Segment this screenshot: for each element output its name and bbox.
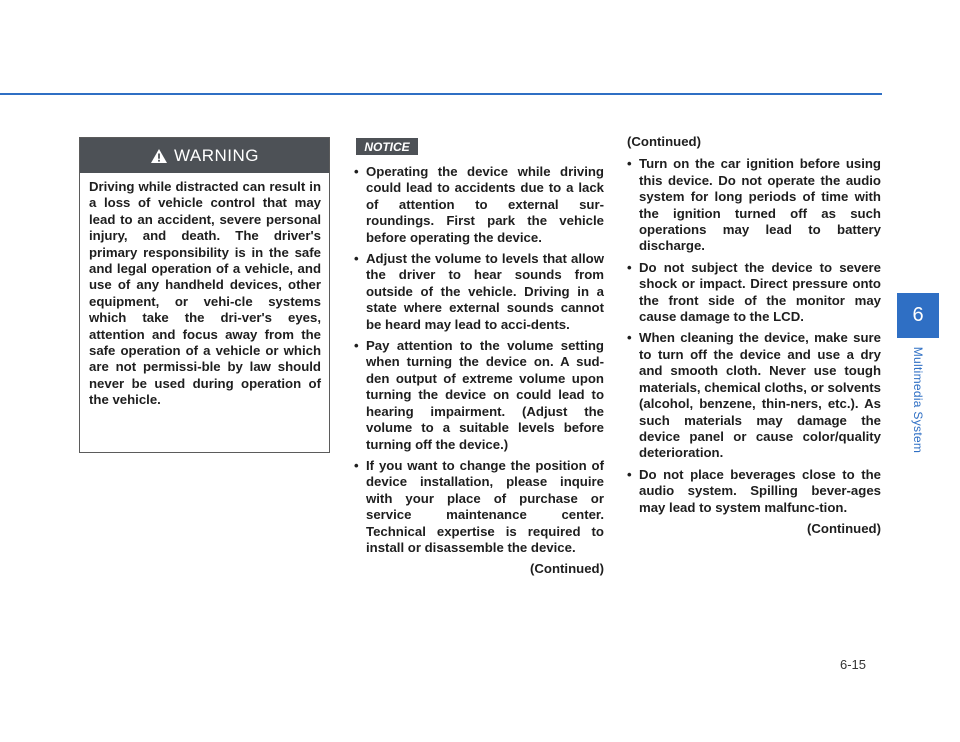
- notice-list-middle: [354, 164, 604, 556]
- page-number: 6-15: [840, 657, 867, 672]
- notice-badge: NOTICE: [356, 138, 418, 155]
- list-item: • If you want to change the position of device installation, please inquire with your place of purchase or service maintenance center. Technical expertise is required to install or disassemble the device.: [354, 458, 604, 556]
- continued-label: (Continued): [530, 561, 604, 577]
- list-item: • Adjust the volume to levels that allow the driver to hear sounds from outside of the vehicle. Driving in a state where external sounds cannot be heard may lead to acci-dents.: [354, 251, 604, 333]
- warning-header: [80, 138, 329, 173]
- continued-label: (Continued): [807, 520, 881, 536]
- list-item: • Turn on the car ignition before using this device. Do not operate the audio system for long periods of time with the ignition turned off as such operations may lead to battery discharge.: [627, 156, 881, 254]
- chapter-title: Multimedia System: [911, 346, 925, 454]
- list-item: • Do not place beverages close to the audio system. Spilling bever-ages may lead to system malfunc-tion.: [627, 467, 881, 516]
- warning-text: Driving while distracted can result in a loss of vehicle control that may lead to an accident, severe personal injury, and death. The driver's primary responsibility is in the safe and legal operation of a vehicle, and use of any handheld devices, other equipment, or vehi-cle systems which take the dri-ver's eyes, attention and focus away from the safe operation of a vehicle or which are not permissi-ble by law should never be used during operation of the vehicle.: [89, 179, 321, 408]
- warning-title: WARNING: [173, 145, 260, 165]
- list-item: • Operating the device while driving could lead to accidents due to a lack of attention to external sur-roundings. First park the vehicle before operating the device.: [354, 164, 604, 246]
- header-rule: [0, 93, 882, 95]
- warning-box: [79, 137, 330, 453]
- notice-list-right: [627, 156, 881, 516]
- list-item: • When cleaning the device, make sure to turn off the device and use a dry and smooth cloth. Never use tough materials, chemical cloths, or solvents (alcohol, benzene, thin-ners, etc.). As such materials may damage the device panel or cause color/quality deterioration.: [627, 330, 881, 461]
- list-item: • Do not subject the device to severe shock or impact. Direct pressure onto the front side of the monitor may cause damage to the LCD.: [627, 260, 881, 326]
- chapter-tab: 6: [897, 293, 939, 338]
- list-item: • Pay attention to the volume setting when turning the device on. A sud-den output of extreme volume upon turning the device on could lead to hearing impairment. (Adjust the volume to a suitable levels before turning off the device.): [354, 338, 604, 453]
- continued-heading: (Continued): [627, 134, 701, 149]
- notice-column-middle: [354, 164, 604, 578]
- warning-triangle-icon: [150, 148, 168, 164]
- notice-column-right: [627, 134, 881, 537]
